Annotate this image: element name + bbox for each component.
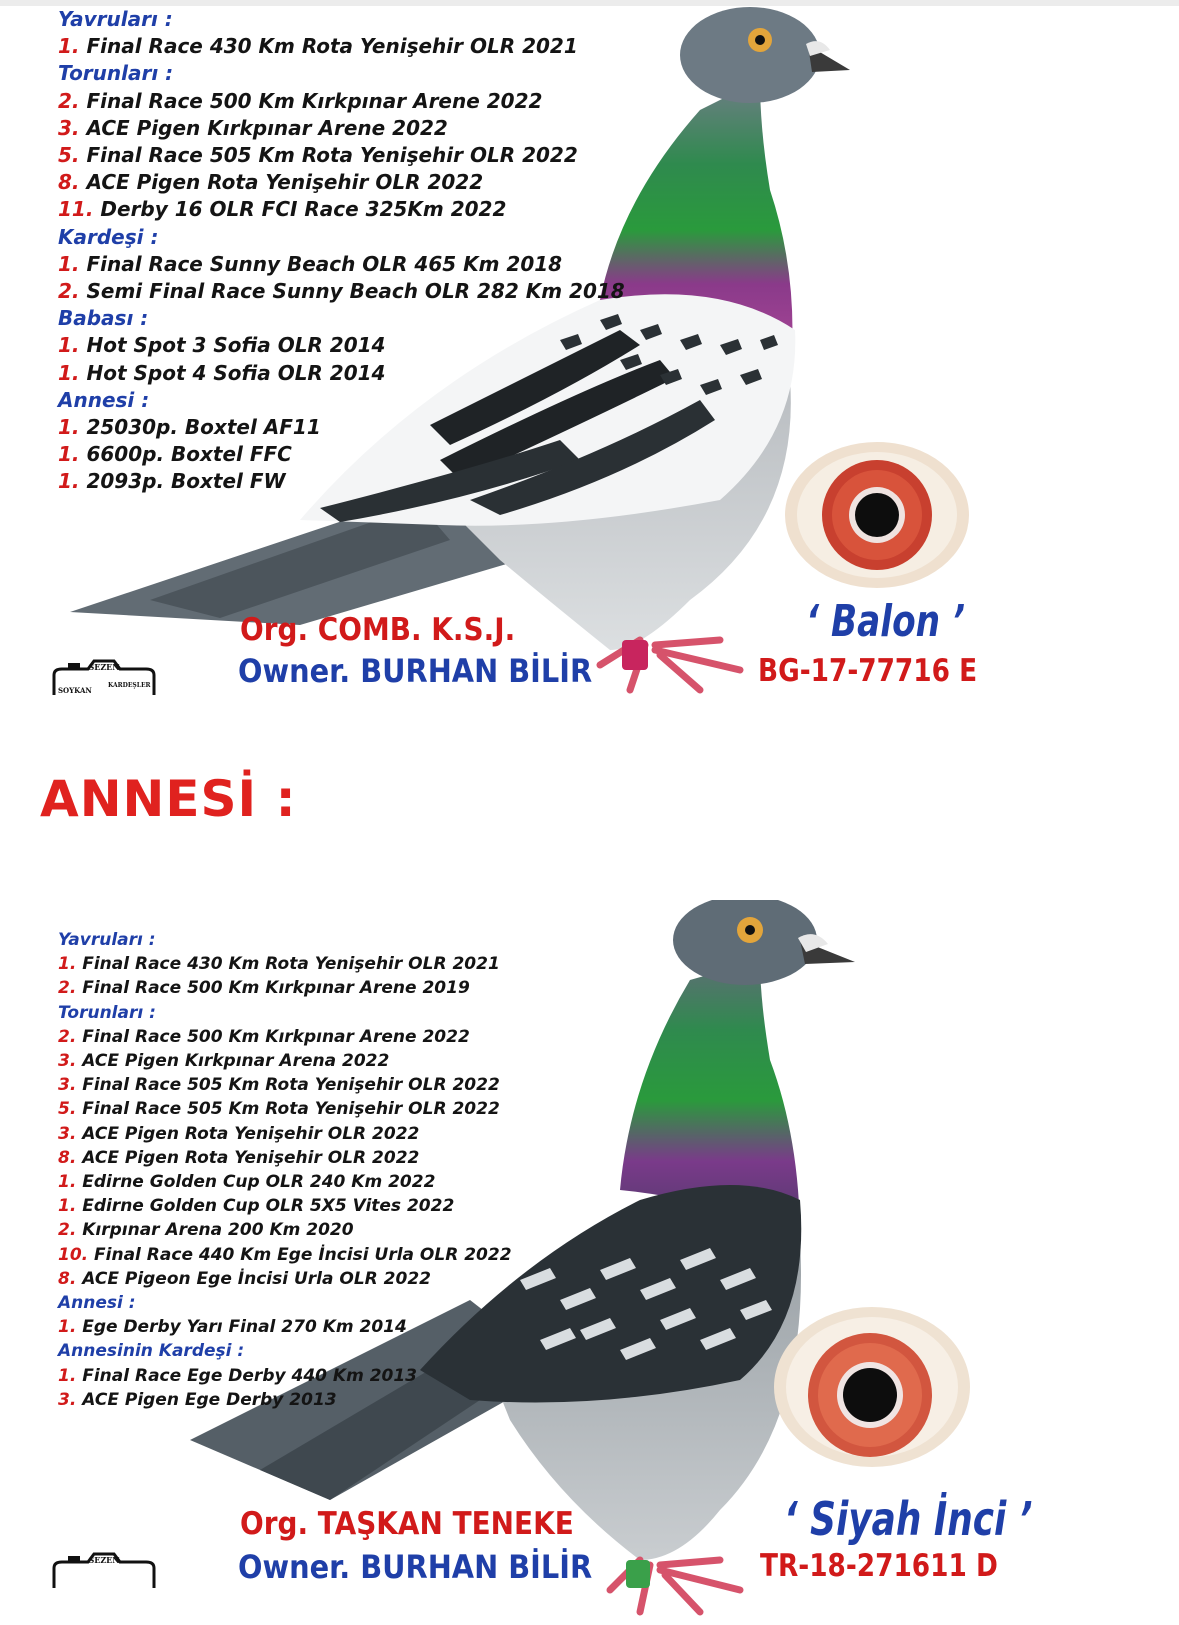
studio-logo <box>48 655 160 700</box>
result-text: ACE Pigeon Ege İncisi Urla OLR 2022 <box>76 1268 431 1289</box>
result-text: Final Race 430 Km Rota Yenişehir OLR 2021 <box>79 34 578 59</box>
result-text: Edirne Golden Cup OLR 5X5 Vites 2022 <box>76 1196 455 1217</box>
result-text: 25030p. Boxtel AF11 <box>79 415 321 440</box>
logo-text-left: SOYKAN <box>58 686 92 695</box>
result-item <box>58 115 625 142</box>
result-rank: 1. <box>58 360 80 385</box>
pigeon-name: ‘ Siyah İnci ’ <box>784 1492 1033 1546</box>
result-rank: 11. <box>58 197 94 222</box>
result-item <box>58 1170 512 1194</box>
result-rank: 1. <box>58 251 80 276</box>
section-title: ANNESİ : <box>40 770 297 828</box>
result-item <box>58 1267 512 1291</box>
result-item <box>58 1194 512 1218</box>
result-text: Final Race 500 Km Kırkpınar Arene 2019 <box>76 978 470 999</box>
result-rank: 3. <box>58 1051 77 1072</box>
result-item <box>58 278 625 305</box>
result-text: Hot Spot 4 Sofia OLR 2014 <box>79 360 386 385</box>
result-rank: 8. <box>58 1268 77 1289</box>
result-text: Derby 16 OLR FCI Race 325Km 2022 <box>93 197 507 222</box>
result-item <box>58 169 625 196</box>
result-text: Hot Spot 3 Sofia OLR 2014 <box>79 333 386 358</box>
result-text: 2093p. Boxtel FW <box>79 469 286 494</box>
result-item <box>58 1097 512 1121</box>
result-item <box>58 142 625 169</box>
result-text: Final Race 505 Km Rota Yenişehir OLR 2022 <box>76 1099 500 1120</box>
result-rank: 1. <box>58 1196 77 1217</box>
result-item <box>58 33 625 60</box>
results-heading: Yavruları : <box>58 7 173 31</box>
studio-logo <box>48 1548 160 1593</box>
result-rank: 2. <box>58 1026 77 1047</box>
result-item <box>58 976 512 1000</box>
result-item <box>58 360 625 387</box>
result-text: Final Race 505 Km Rota Yenişehir OLR 2022 <box>76 1075 500 1096</box>
result-rank: 2. <box>58 978 77 999</box>
result-rank: 1. <box>58 954 77 975</box>
result-rank: 3. <box>58 1389 77 1410</box>
result-rank: 5. <box>58 143 80 168</box>
result-item <box>58 414 625 441</box>
logo-text-right: KARDEŞLER <box>108 682 151 689</box>
result-item <box>58 332 625 359</box>
results-heading: Kardeşi : <box>58 224 159 249</box>
result-item <box>58 1315 512 1339</box>
results-list <box>58 6 625 496</box>
results-list <box>58 928 512 1412</box>
result-text: 6600p. Boxtel FFC <box>79 442 292 467</box>
result-text: ACE Pigen Rota Yenişehir OLR 2022 <box>79 170 484 195</box>
result-item <box>58 1364 512 1388</box>
result-item <box>58 251 625 278</box>
result-item <box>58 1122 512 1146</box>
result-text: Final Race Ege Derby 440 Km 2013 <box>76 1365 418 1386</box>
result-item <box>58 1025 512 1049</box>
results-heading: Babası : <box>58 306 149 331</box>
result-text: Final Race 500 Km Kırkpınar Arene 2022 <box>76 1026 470 1047</box>
result-rank: 3. <box>58 1123 77 1144</box>
result-item <box>58 1243 512 1267</box>
result-text: ACE Pigen Ege Derby 2013 <box>76 1389 337 1410</box>
result-rank: 3. <box>58 1075 77 1096</box>
results-heading: Annesi : <box>58 1293 136 1314</box>
result-item <box>58 88 625 115</box>
result-text: Ege Derby Yarı Final 270 Km 2014 <box>76 1317 407 1338</box>
results-heading: Annesi : <box>58 387 150 412</box>
organizer-label: Org. COMB. K.S.J. <box>240 612 516 648</box>
results-heading: Yavruları : <box>58 930 156 950</box>
logo-text-top: SEZEN <box>88 1555 120 1565</box>
pigeon-card-balon <box>0 0 1179 730</box>
owner-label: Owner. BURHAN BİLİR <box>238 1548 593 1586</box>
ring-number: BG-17-77716 E <box>758 653 978 689</box>
result-item <box>58 468 625 495</box>
pigeon-name: ‘ Balon ’ <box>806 596 966 647</box>
result-rank: 5. <box>58 1099 77 1120</box>
result-rank: 8. <box>58 170 80 195</box>
result-rank: 2. <box>58 88 80 113</box>
result-rank: 1. <box>58 1317 77 1338</box>
pigeon-card-siyah-inci <box>0 900 1179 1625</box>
result-item <box>58 441 625 468</box>
result-item <box>58 1049 512 1073</box>
result-text: Final Race 430 Km Rota Yenişehir OLR 2021 <box>76 954 500 975</box>
result-rank: 2. <box>58 1220 77 1241</box>
organizer-label: Org. TAŞKAN TENEKE <box>240 1506 574 1542</box>
result-rank: 1. <box>58 1172 77 1193</box>
result-rank: 1. <box>58 1365 77 1386</box>
results-heading: Annesinin Kardeşi : <box>58 1341 245 1362</box>
result-rank: 3. <box>58 115 80 140</box>
results-heading: Torunları : <box>58 1002 156 1023</box>
result-rank: 1. <box>58 34 80 59</box>
result-item <box>58 1146 512 1170</box>
ring-number: TR-18-271611 D <box>760 1548 998 1584</box>
result-item <box>58 1073 512 1097</box>
result-rank: 1. <box>58 415 80 440</box>
result-text: ACE Pigen Rota Yenişehir OLR 2022 <box>76 1123 420 1144</box>
result-text: Final Race 500 Km Kırkpınar Arene 2022 <box>79 88 543 113</box>
result-text: ACE Pigen Kırkpınar Arene 2022 <box>79 115 448 140</box>
result-rank: 2. <box>58 279 80 304</box>
result-rank: 1. <box>58 442 80 467</box>
result-item <box>58 1218 512 1242</box>
result-item <box>58 952 512 976</box>
result-text: ACE Pigen Rota Yenişehir OLR 2022 <box>76 1147 420 1168</box>
eye-image <box>782 440 972 590</box>
owner-label: Owner. BURHAN BİLİR <box>238 652 593 690</box>
result-text: Final Race Sunny Beach OLR 465 Km 2018 <box>79 251 563 276</box>
result-text: Semi Final Race Sunny Beach OLR 282 Km 2018 <box>79 279 625 304</box>
eye-image <box>772 1305 972 1470</box>
result-item <box>58 196 625 223</box>
result-rank: 1. <box>58 469 80 494</box>
result-text: Kırpınar Arena 200 Km 2020 <box>76 1220 354 1241</box>
result-text: Final Race 440 Km Ege İncisi Urla OLR 2022 <box>88 1244 512 1265</box>
result-rank: 10. <box>58 1244 89 1265</box>
result-text: Edirne Golden Cup OLR 240 Km 2022 <box>76 1172 436 1193</box>
result-rank: 1. <box>58 333 80 358</box>
result-item <box>58 1388 512 1412</box>
results-heading: Torunları : <box>58 61 174 86</box>
result-rank: 8. <box>58 1147 77 1168</box>
logo-text-top: SEZEN <box>88 662 120 672</box>
result-text: ACE Pigen Kırkpınar Arena 2022 <box>76 1051 390 1072</box>
result-text: Final Race 505 Km Rota Yenişehir OLR 2022 <box>79 143 578 168</box>
